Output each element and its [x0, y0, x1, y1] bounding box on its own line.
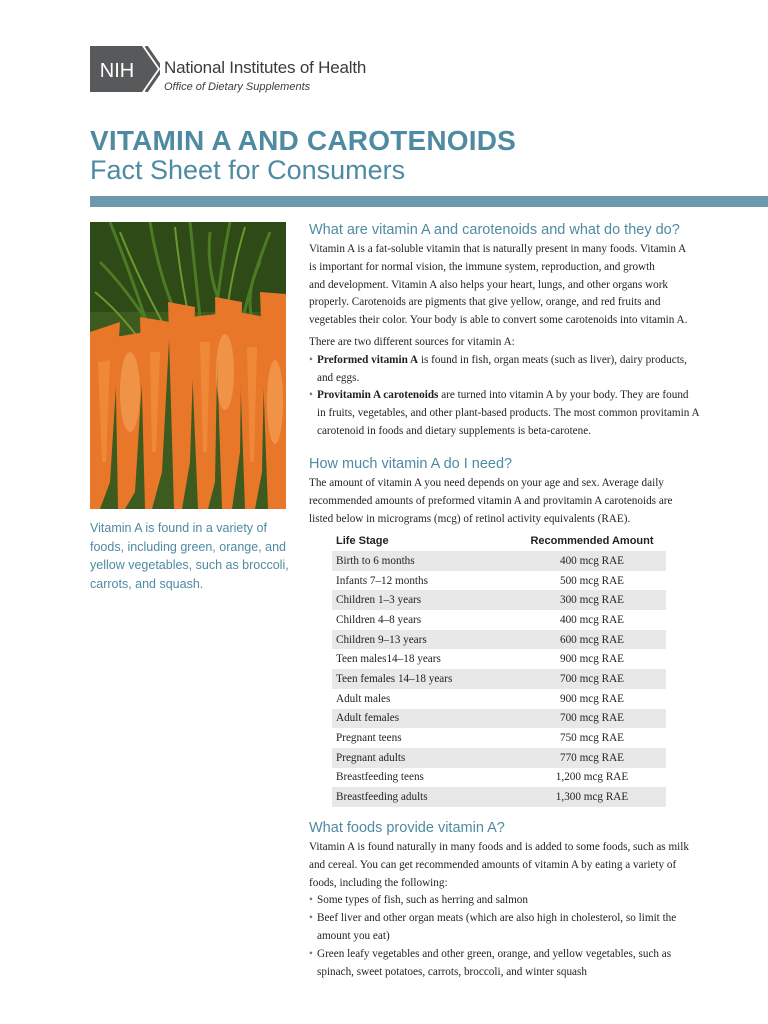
- section-how-much: [309, 456, 729, 528]
- section-paragraph-line: The amount of vitamin A you need depends on your age and sex. Average daily: [309, 477, 664, 489]
- table-cell: Birth to 6 months: [336, 554, 415, 567]
- section-paragraph-line: foods, including the following:: [309, 876, 448, 889]
- table-row: [332, 689, 666, 709]
- table-cell: 1,200 mcg RAE: [555, 771, 629, 784]
- table-header-life-stage: Life Stage: [336, 535, 389, 547]
- table-cell: 750 mcg RAE: [559, 732, 624, 745]
- page-title: VITAMIN A AND CAROTENOIDS: [90, 125, 517, 156]
- bullet-text: Some types of fish, such as herring and salmon: [317, 894, 528, 907]
- bullet-icon: •: [309, 947, 313, 960]
- table-cell: Breastfeeding teens: [336, 771, 424, 784]
- bullet-icon: •: [309, 912, 313, 925]
- bullet-text: in fruits, vegetables, and other plant-based products. The most common provitamin A: [317, 407, 700, 420]
- table-row: [332, 768, 666, 788]
- table-cell: Teen females 14–18 years: [336, 672, 453, 685]
- table-cell: Teen males14–18 years: [336, 653, 441, 666]
- section-paragraph-line: and cereal. You can get recommended amounts of vitamin A by eating a variety of: [309, 858, 677, 871]
- table-cell: Adult females: [336, 712, 400, 725]
- nih-logo-text: NIH: [99, 60, 135, 82]
- office-name: Office of Dietary Supplements: [164, 81, 311, 93]
- nih-logo-icon: [90, 46, 160, 92]
- table-header: [332, 531, 666, 551]
- table-cell: Adult males: [336, 692, 391, 705]
- table-cell: 1,300 mcg RAE: [555, 791, 629, 804]
- nih-header: [90, 46, 410, 94]
- section-paragraph-line: recommended amounts of preformed vitamin A and provitamin A carotenoids are: [309, 494, 673, 507]
- table-cell: Infants 7–12 months: [336, 574, 428, 587]
- table-cell: 400 mcg RAE: [559, 554, 624, 567]
- list-item-vegetables: [309, 946, 729, 982]
- section-paragraph-line: properly. Carotenoids are pigments that give yellow, orange, and red fruits and: [309, 296, 661, 309]
- bullet-text: carotenoid in foods and dietary supplements is beta-carotene.: [317, 424, 592, 437]
- recommended-amounts-table: [332, 531, 666, 807]
- section-paragraph-line: Vitamin A is found naturally in many foods and is added to some foods, such as milk: [309, 841, 689, 853]
- table-cell: Children 9–13 years: [336, 633, 427, 646]
- carrots-image: [90, 222, 286, 509]
- sources-intro: There are two different sources for vitamin A:: [309, 335, 515, 348]
- bullet-icon: •: [309, 389, 313, 402]
- table-cell: 300 mcg RAE: [559, 594, 624, 607]
- list-item-fish: [309, 892, 729, 910]
- section-paragraph-line: is important for normal vision, the immune system, reproduction, and growth: [309, 260, 655, 273]
- section-heading-how-much: How much vitamin A do I need?: [309, 456, 513, 472]
- section-paragraph-line: Vitamin A is a fat-soluble vitamin that is naturally present in many foods. Vitamin A: [309, 243, 687, 255]
- table-cell: Children 4–8 years: [336, 613, 422, 626]
- bullet-text: spinach, sweet potatoes, carrots, broccoli, and winter squash: [317, 965, 587, 978]
- table-row: [332, 728, 666, 748]
- table-cell: 400 mcg RAE: [559, 613, 624, 626]
- table-row: [332, 748, 666, 768]
- table-cell: Breastfeeding adults: [336, 791, 428, 804]
- table-cell: 700 mcg RAE: [559, 672, 624, 685]
- table-row: [332, 630, 666, 650]
- bullet-text: and eggs.: [317, 371, 360, 384]
- list-item-liver: [309, 910, 729, 946]
- section-heading-what-foods: What foods provide vitamin A?: [309, 820, 505, 836]
- bullet-icon: •: [309, 353, 313, 366]
- carrots-photo: [90, 222, 286, 509]
- list-item-preformed: [309, 352, 729, 388]
- table-row: [332, 551, 666, 571]
- table-cell: 500 mcg RAE: [559, 574, 624, 587]
- table-row: [332, 709, 666, 729]
- table-row: [332, 787, 666, 807]
- table-cell: 900 mcg RAE: [559, 653, 624, 666]
- page-subtitle: Fact Sheet for Consumers: [90, 155, 406, 185]
- section-what-are: [309, 222, 729, 441]
- table-cell: Pregnant teens: [336, 732, 402, 745]
- bullet-text: amount you eat): [317, 929, 390, 942]
- table-row: [332, 610, 666, 630]
- table-row: [332, 571, 666, 591]
- table-cell: Pregnant adults: [336, 751, 406, 764]
- photo-caption: Vitamin A is found in a variety of foods, including green, orange, and yellow vegetables, such as broccoli, carrots, and squash.: [90, 521, 289, 591]
- table-cell: Children 1–3 years: [336, 594, 422, 607]
- table-row: [332, 669, 666, 689]
- table-cell: 770 mcg RAE: [559, 751, 624, 764]
- bullet-text: is found in fish, organ meats (such as liver), dairy products,: [418, 353, 687, 366]
- section-heading-what-are: What are vitamin A and carotenoids and what do they do?: [309, 222, 680, 238]
- bold-term: Provitamin A carotenoids: [317, 389, 439, 402]
- bullet-text: Green leafy vegetables and other green, orange, and yellow vegetables, such as: [317, 947, 672, 960]
- section-paragraph-line: listed below in micrograms (mcg) of retinol activity equivalents (RAE).: [309, 512, 631, 525]
- bullet-icon: •: [309, 894, 313, 907]
- section-what-foods: [309, 820, 729, 981]
- bullet-text: are turned into vitamin A by your body. They are found: [438, 389, 689, 402]
- section-paragraph-line: and development. Vitamin A also helps your heart, lungs, and other organs work: [309, 278, 669, 291]
- table-header-amount: Recommended Amount: [530, 535, 654, 547]
- list-item-provitamin: [309, 387, 729, 440]
- org-name: National Institutes of Health: [164, 58, 367, 77]
- section-paragraph-line: vegetables their color. Your body is able to convert some carotenoids into vitamin A.: [309, 314, 688, 327]
- table-cell: 900 mcg RAE: [559, 692, 624, 705]
- bullet-text: Beef liver and other organ meats (which are also high in cholesterol, so limit the: [317, 912, 677, 925]
- header-divider: [90, 196, 768, 207]
- table-cell: 700 mcg RAE: [559, 712, 624, 725]
- bold-term: Preformed vitamin A: [317, 353, 419, 366]
- table-row: [332, 649, 666, 669]
- table-cell: 600 mcg RAE: [559, 633, 624, 646]
- table-row: [332, 590, 666, 610]
